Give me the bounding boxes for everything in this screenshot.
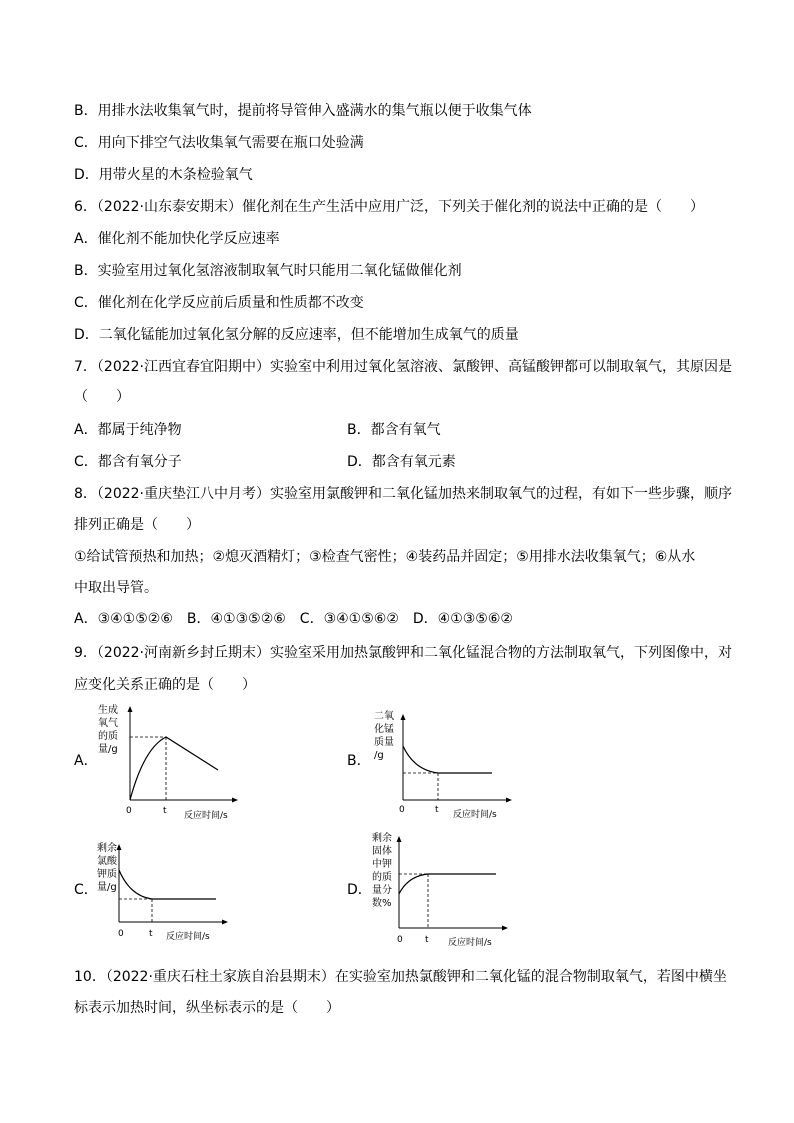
q9-graph-d [390, 830, 520, 952]
q9-graph-d-tick: t [425, 935, 429, 945]
q6-option-d: D．二氧化锰能加过氧化氢分解的反应速率，但不能增加生成氧气的质量 [74, 327, 519, 343]
q9-graph-a [118, 700, 248, 824]
q7-option-a: A．都属于纯净物 [74, 422, 182, 438]
q10-stem-line1: 10．（2022·重庆石柱土家族自治县期末）在实验室加热氯酸钾和二氧化锰的混合物制取氧气，若图中横坐 [74, 969, 727, 985]
q7-option-d: D．都含有氧元素 [347, 454, 456, 470]
q9-graph-b-letter: B． [347, 753, 371, 769]
q5-option-c: C．用向下排空气法收集氧气需要在瓶口处验满 [74, 135, 364, 151]
q9-stem-line2: 应变化关系正确的是（ ） [74, 677, 256, 693]
q9-graph-d-xlabel: 反应时间/s [448, 938, 492, 948]
q9-graph-a-xlabel: 反应时间/s [184, 811, 228, 821]
q8-options: A．③④①⑤②⑥ B．④①③⑤②⑥ C．③④①⑤⑥② D．④①③⑤⑥② [74, 611, 513, 627]
q9-graph-b [390, 708, 520, 824]
q5-option-b: B．用排水法收集氧气时，提前将导管伸入盛满水的集气瓶以便于收集气体 [74, 103, 532, 119]
q9-graph-c-letter: C． [74, 882, 98, 898]
q7-option-c: C．都含有氧分子 [74, 454, 182, 470]
q8-steps-line1: ①给试管预热和加热；②熄灭酒精灯；③检查气密性；④装药品并固定；⑤用排水法收集氧气；⑥从水 [74, 549, 696, 565]
q10-stem-line2: 标表示加热时间，纵坐标表示的是（ ） [74, 1000, 340, 1016]
q9-graph-d-letter: D． [347, 882, 372, 898]
q9-stem-line1: 9．（2022·河南新乡封丘期末）实验室采用加热氯酸钾和二氧化锰混合物的方法制取氧气，下列图像中，对 [74, 645, 732, 661]
q9-graph-d-ylabel: 剩余 固体 中钾 的质 量分 数% [372, 833, 392, 909]
q6-stem: 6．（2022·山东泰安期末）催化剂在生产生活中应用广泛，下列关于催化剂的说法中正确的是（ ） [74, 199, 704, 215]
q9-graph-a-tick: t [163, 806, 167, 816]
q9-graph-d-origin: 0 [397, 935, 403, 945]
q9-graph-b-origin: 0 [399, 805, 405, 815]
q9-graph-a-ylabel: 生成 氧气 的质 量/g [98, 705, 118, 755]
q8-stem-line2: 排列正确是（ ） [74, 517, 200, 533]
q7-option-b: B．都含有氧气 [347, 422, 441, 438]
q7-stem-line2: （ ） [74, 389, 130, 405]
q6-option-c: C．催化剂在化学反应前后质量和性质都不改变 [74, 295, 364, 311]
q9-graph-c-ylabel: 剩余 氯酸 钾质 量/g [97, 843, 117, 893]
q7-stem-line1: 7．（2022·江西宜春宜阳期中）实验室中利用过氧化氢溶液、氯酸钾、高锰酸钾都可以制取氧气，其原因是 [74, 359, 732, 375]
q9-graph-b-tick: t [435, 805, 439, 815]
q9-graph-a-letter: A． [74, 753, 98, 769]
q9-graph-c-origin: 0 [118, 929, 124, 939]
q5-option-d: D．用带火星的木条检验氧气 [74, 167, 253, 183]
q8-stem-line1: 8．（2022·重庆垫江八中月考）实验室用氯酸钾和二氧化锰加热来制取氧气的过程，有如下一些步骤，顺序 [74, 486, 732, 502]
q9-graph-a-origin: 0 [126, 806, 132, 816]
q8-steps-line2: 中取出导管。 [74, 580, 158, 596]
q6-option-b: B．实验室用过氧化氢溶液制取氧气时只能用二氧化锰做催化剂 [74, 263, 462, 279]
q9-graph-c [110, 838, 240, 946]
q6-option-a: A．催化剂不能加快化学反应速率 [74, 231, 280, 247]
q9-graph-c-tick: t [149, 929, 153, 939]
q9-graph-c-xlabel: 反应时间/s [166, 932, 210, 942]
q9-graph-b-ylabel: 二氧 化锰 质量 /g [374, 711, 394, 761]
q9-graph-b-xlabel: 反应时间/s [453, 810, 497, 820]
